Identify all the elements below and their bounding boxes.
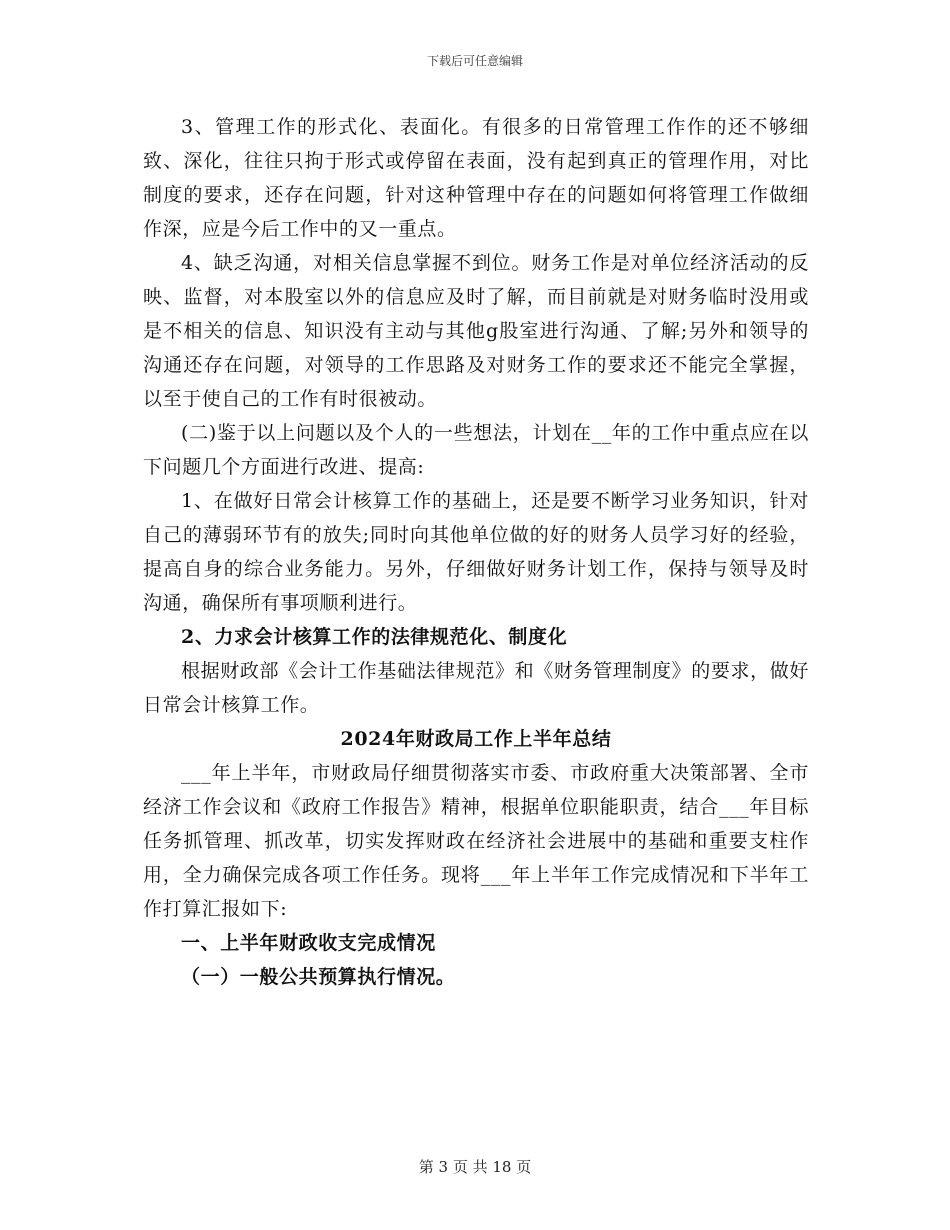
paragraph-improvement-plan: (二)鉴于以上问题以及个人的一些想法，计划在__年的工作中重点应在以下问题几个方面进行改进、提高:: [143, 422, 809, 478]
section-heading-legal-standardization: 2、力求会计核算工作的法律规范化、制度化: [181, 626, 568, 648]
paragraph-management-formalism: 3、管理工作的形式化、表面化。有很多的日常管理工作作的还不够细致、深化，往往只拘于形式或停留在表面，没有起到真正的管理作用，对比制度的要求，还存在问题，针对这种管理中存在的问题如何将管理工作做细作深，应是今后工作中的又一重点。: [143, 116, 809, 240]
page-footer: 第 3 页 共 18 页: [418, 1158, 532, 1176]
paragraph-summary-intro: ___年上半年，市财政局仔细贯彻落实市委、市政府重大决策部署、全市经济工作会议和《政府工作报告》精神，根据单位职能职责，结合___年目标任务抓管理、抓改革，切实发挥财政在经济社会进展中的基础和重要支柱作用，全力确保完成各项工作任务。现将___年上半年工作完成情况和下半年工作打算汇报如下:: [143, 762, 809, 920]
page-header: 下载后可任意编辑: [426, 54, 523, 68]
document-body: [143, 110, 809, 994]
paragraph-daily-accounting: 1、在做好日常会计核算工作的基础上，还是要不断学习业务知识，针对自己的薄弱环节有的放失;同时向其他单位做的好的财务人员学习好的经验，提高自身的综合业务能力。另外，仔细做好财务计划工作，保持与领导及时沟通，确保所有事项顺利进行。: [143, 490, 809, 614]
subsection-heading-public-budget: （一）一般公共预算执行情况。: [181, 966, 456, 988]
paragraph-ministry-regulations: 根据财政部《会计工作基础法律规范》和《财务管理制度》的要求，做好日常会计核算工作。: [143, 660, 809, 716]
paragraph-lack-of-communication: 4、缺乏沟通，对相关信息掌握不到位。财务工作是对单位经济活动的反映、监督，对本股室以外的信息应及时了解，而目前就是对财务临时没用或是不相关的信息、知识没有主动与其他g股室进行沟通、了解;另外和领导的沟通还存在问题，对领导的工作思路及对财务工作的要求还不能完全掌握，以至于使自己的工作有时很被动。: [143, 252, 809, 410]
document-title: 2024年财政局工作上半年总结: [340, 728, 612, 750]
section-heading-revenue-expenditure: 一、上半年财政收支完成情况: [181, 932, 436, 954]
